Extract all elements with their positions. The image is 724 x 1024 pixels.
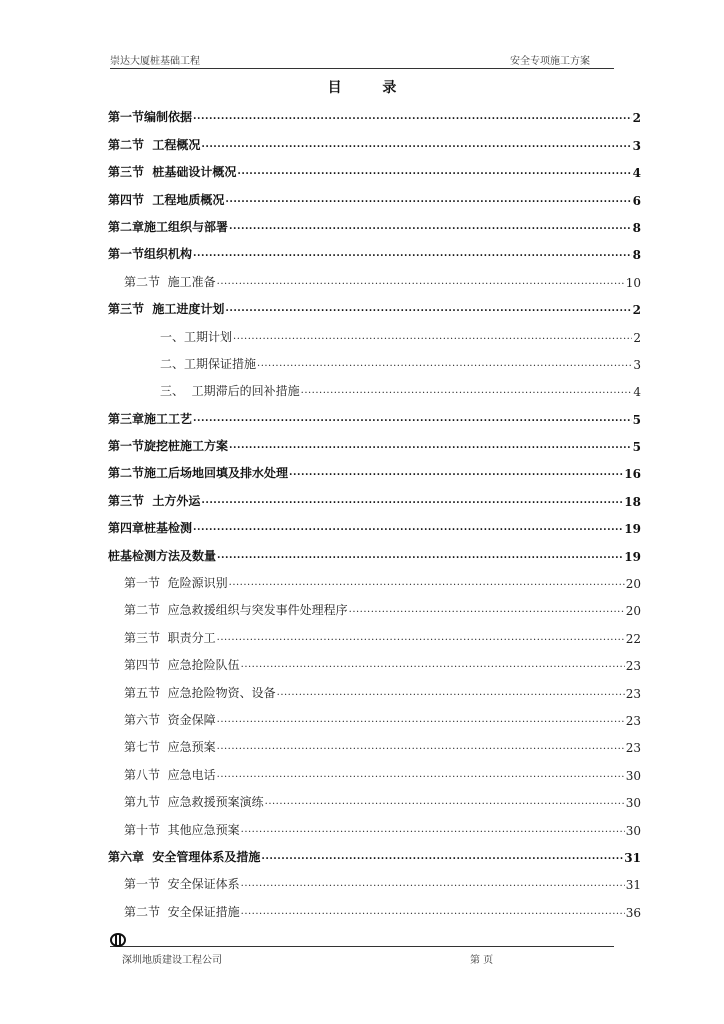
toc-entry-title: 第二节 施工准备 (124, 274, 216, 289)
toc-entry[interactable] (108, 892, 641, 919)
toc-entry-page: 2 (633, 330, 641, 345)
toc-entry-title: 第九节 应急救援预案演练 (124, 795, 264, 810)
toc-entry[interactable] (108, 728, 641, 755)
toc-entry[interactable] (108, 591, 641, 618)
toc-leader-dots (237, 163, 631, 177)
toc-entry[interactable] (108, 153, 641, 180)
toc-leader-dots (241, 903, 625, 917)
toc-entry-title: 第三节 职责分工 (124, 630, 216, 645)
toc-leader-dots (225, 300, 631, 314)
toc-entry[interactable] (108, 783, 641, 810)
page-footer (110, 946, 614, 971)
toc-entry[interactable] (108, 317, 641, 344)
toc-entry[interactable] (108, 125, 641, 152)
toc-entry-title: 第四章桩基检测 (108, 521, 193, 536)
toc-leader-dots (193, 410, 632, 424)
toc-leader-dots (349, 601, 625, 615)
toc-entry[interactable] (108, 810, 641, 837)
toc-entry[interactable] (108, 180, 641, 207)
toc-entry[interactable] (108, 564, 641, 591)
toc-leader-dots (217, 547, 623, 561)
toc-entry-page: 20 (625, 604, 641, 619)
toc-leader-dots (265, 793, 625, 807)
toc-title: 目 录 (327, 80, 415, 96)
table-of-contents (108, 98, 641, 920)
toc-entry-title: 第四节 应急抢险队伍 (124, 658, 240, 673)
toc-leader-dots (229, 574, 625, 588)
toc-leader-dots (289, 464, 623, 478)
toc-entry-page: 5 (632, 412, 641, 427)
toc-entry-page: 2 (632, 303, 641, 318)
toc-entry-title: 第一节组织机构 (108, 247, 193, 262)
footer-page-label: 第 页 (470, 955, 494, 966)
toc-entry-page: 31 (624, 850, 641, 865)
toc-entry[interactable] (108, 290, 641, 317)
header-document-type: 安全专项施工方案 (510, 56, 590, 67)
toc-entry[interactable] (108, 262, 641, 289)
toc-entry[interactable] (108, 454, 641, 481)
toc-entry-page: 5 (632, 440, 641, 455)
toc-entry-title: 第七节 应急预案 (124, 740, 216, 755)
toc-entry-page: 23 (625, 686, 641, 701)
toc-leader-dots (193, 519, 623, 533)
toc-entry[interactable] (108, 618, 641, 645)
toc-entry[interactable] (108, 838, 641, 865)
toc-entry-title: 第五节 应急抢险物资、设备 (124, 685, 276, 700)
toc-leader-dots (261, 848, 623, 862)
toc-entry-page: 3 (632, 138, 641, 153)
toc-entry[interactable] (108, 865, 641, 892)
toc-entry-page: 19 (624, 522, 641, 537)
toc-entry-title: 第一节旋挖桩施工方案 (108, 439, 229, 454)
toc-entry-page: 23 (625, 659, 641, 674)
toc-entry-title: 第三节 土方外运 (108, 493, 201, 508)
toc-entry[interactable] (108, 755, 641, 782)
toc-entry-title: 三、 工期滞后的回补措施 (160, 384, 300, 399)
toc-entry-title: 第一节 安全保证体系 (124, 877, 240, 892)
toc-leader-dots (301, 382, 633, 396)
toc-entry[interactable] (108, 646, 641, 673)
toc-leader-dots (201, 492, 623, 506)
toc-leader-dots (217, 629, 625, 643)
toc-entry-title: 二、工期保证措施 (160, 356, 257, 371)
toc-entry[interactable] (108, 208, 641, 235)
toc-entry-page: 20 (625, 577, 641, 592)
toc-entry[interactable] (108, 399, 641, 426)
toc-entry-title: 第三章施工工艺 (108, 411, 193, 426)
toc-entry-page: 8 (632, 248, 641, 263)
toc-entry-page: 10 (625, 275, 641, 290)
toc-entry[interactable] (108, 427, 641, 454)
toc-entry[interactable] (108, 673, 641, 700)
toc-leader-dots (217, 273, 625, 287)
company-logo-icon (110, 931, 128, 947)
toc-entry-title: 第二节 应急救援组织与突发事件处理程序 (124, 603, 348, 618)
toc-leader-dots (217, 738, 625, 752)
toc-entry-page: 30 (625, 823, 641, 838)
toc-leader-dots (229, 437, 632, 451)
toc-entry[interactable] (108, 98, 641, 125)
toc-leader-dots (193, 245, 632, 259)
toc-entry-page: 30 (625, 796, 641, 811)
toc-entry-title: 第二章施工组织与部署 (108, 219, 229, 234)
toc-entry[interactable] (108, 509, 641, 536)
toc-entry-title: 第六节 资金保障 (124, 712, 216, 727)
toc-entry[interactable] (108, 481, 641, 508)
toc-leader-dots (201, 136, 631, 150)
toc-leader-dots (241, 821, 625, 835)
toc-leader-dots (225, 191, 631, 205)
toc-entry-title: 第二节 安全保证措施 (124, 904, 240, 919)
toc-entry-title: 第三节 施工进度计划 (108, 302, 225, 317)
toc-entry-page: 31 (625, 878, 641, 893)
toc-entry[interactable] (108, 536, 641, 563)
toc-leader-dots (217, 711, 625, 725)
toc-entry-title: 第八节 应急电话 (124, 767, 216, 782)
toc-leader-dots (229, 218, 632, 232)
toc-entry-title: 第一节 危险源识别 (124, 576, 228, 591)
toc-entry-page: 22 (625, 631, 641, 646)
toc-entry-title: 一、工期计划 (160, 329, 233, 344)
toc-entry-page: 8 (632, 220, 641, 235)
toc-entry-page: 16 (624, 467, 641, 482)
toc-entry-title: 第二节 工程概况 (108, 137, 201, 152)
page-header (110, 52, 614, 69)
toc-entry-title: 第十节 其他应急预案 (124, 822, 240, 837)
toc-entry-page: 2 (632, 111, 641, 126)
toc-entry[interactable] (108, 701, 641, 728)
toc-entry[interactable] (108, 372, 641, 399)
toc-entry-page: 4 (633, 385, 641, 400)
toc-entry-title: 桩基检测方法及数量 (108, 548, 217, 563)
toc-entry-title: 第三节 桩基础设计概况 (108, 165, 237, 180)
toc-entry-title: 第六章 安全管理体系及措施 (108, 849, 261, 864)
toc-entry-title: 第四节 工程地质概况 (108, 192, 225, 207)
toc-entry[interactable] (108, 345, 641, 372)
toc-entry-title: 第二节施工后场地回填及排水处理 (108, 466, 289, 481)
header-project-name: 崇达大厦桩基础工程 (110, 56, 200, 67)
toc-leader-dots (193, 108, 632, 122)
toc-entry-page: 30 (625, 768, 641, 783)
toc-leader-dots (217, 766, 625, 780)
toc-leader-dots (241, 875, 625, 889)
toc-entry-page: 6 (632, 193, 641, 208)
toc-entry-page: 23 (625, 713, 641, 728)
toc-leader-dots (277, 684, 625, 698)
footer-company-name: 深圳地质建设工程公司 (122, 955, 222, 966)
toc-entry-page: 19 (624, 549, 641, 564)
toc-entry-page: 18 (624, 494, 641, 509)
toc-entry[interactable] (108, 235, 641, 262)
toc-entry-title: 第一节编制依据 (108, 110, 193, 125)
toc-entry-page: 3 (633, 357, 641, 372)
toc-leader-dots (233, 328, 632, 342)
toc-leader-dots (257, 355, 632, 369)
toc-entry-page: 4 (632, 166, 641, 181)
toc-leader-dots (241, 656, 625, 670)
toc-entry-page: 36 (625, 905, 641, 920)
toc-entry-page: 23 (625, 741, 641, 756)
